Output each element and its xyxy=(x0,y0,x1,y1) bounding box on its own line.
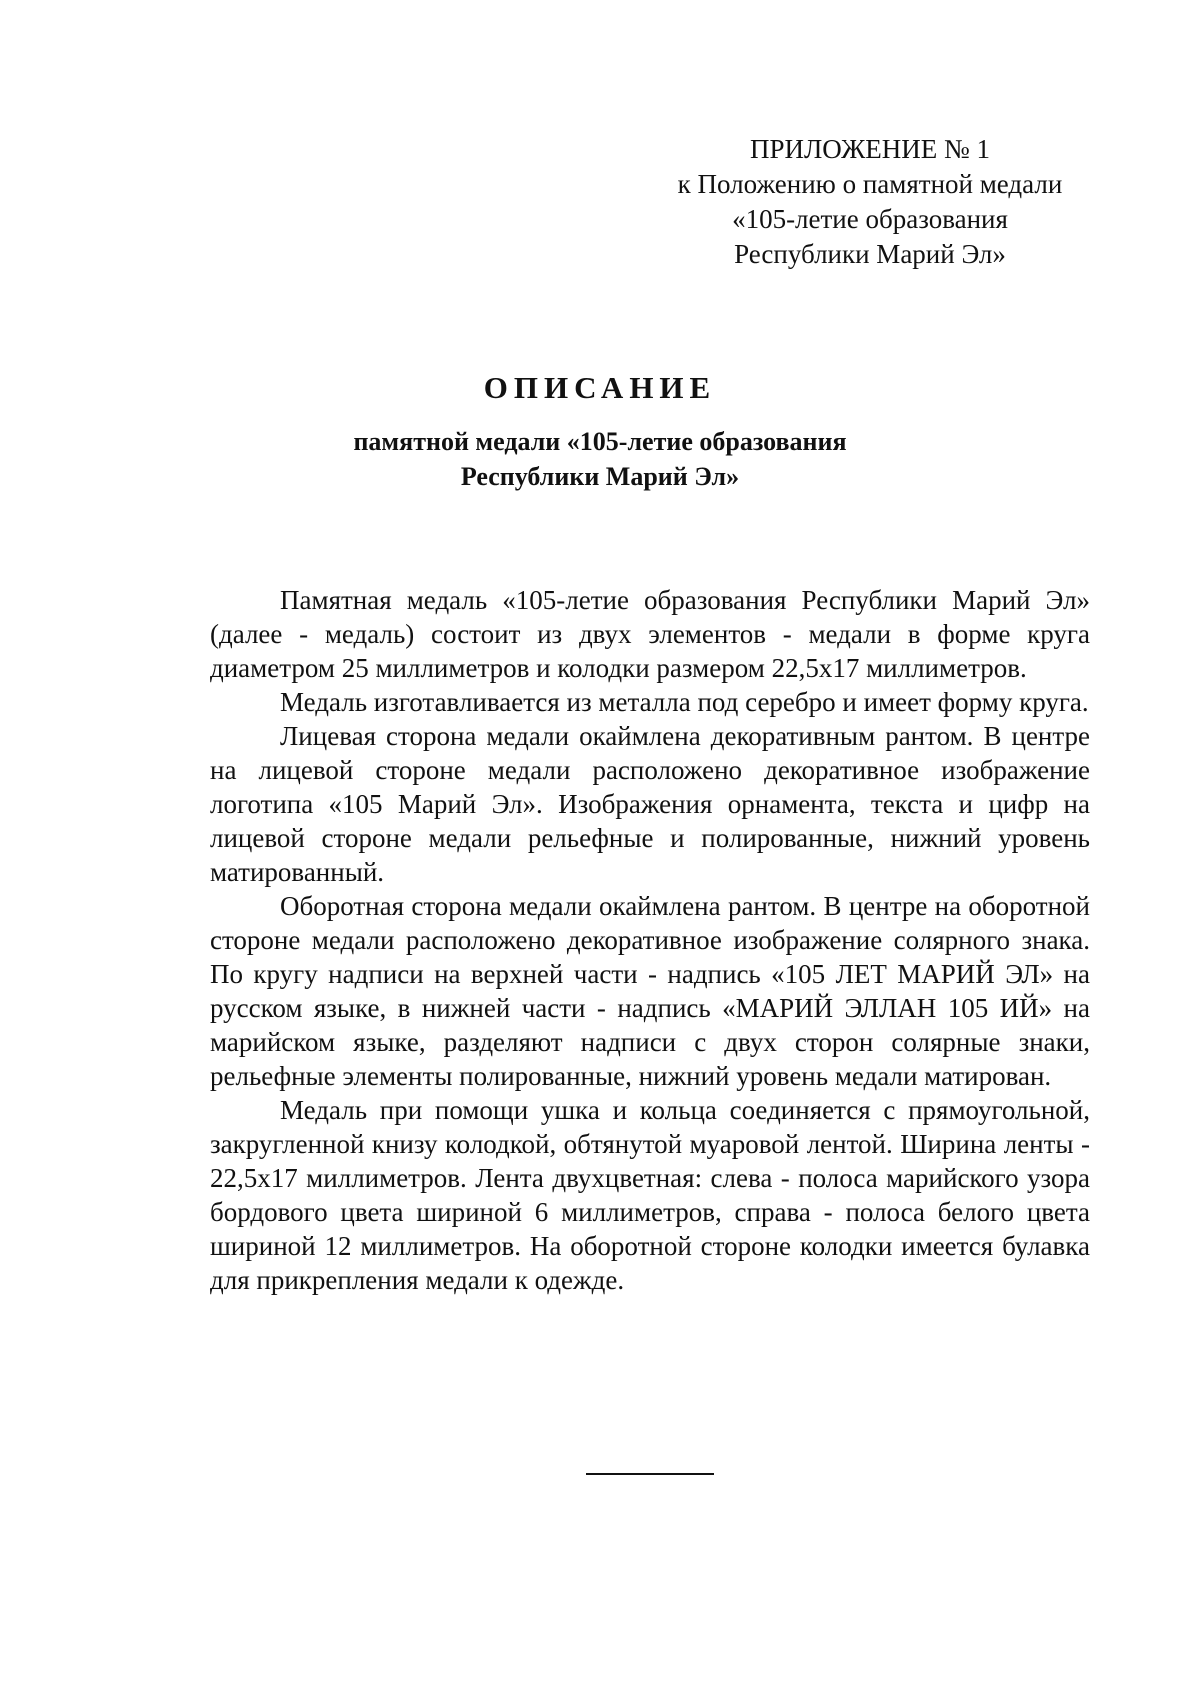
paragraph-medal-composition: Памятная медаль «105-летие образования Республики Марий Эл» (далее - медаль) состоит из двух элементов - медали в форме круга диаметром 25 миллиметров и колодки размером 22,5x17 миллиметров. xyxy=(210,585,1090,683)
appendix-header xyxy=(640,132,1100,272)
subtitle-line-1: памятной медали «105-летие образования xyxy=(353,427,847,456)
appendix-reference: к Положению о памятной медали xyxy=(677,169,1063,199)
paragraph-medal-material: Медаль изготавливается из металла под серебро и имеет форму круга. xyxy=(280,687,1089,717)
end-separator-line xyxy=(586,1473,714,1475)
document-title: ОПИСАНИЕ xyxy=(483,370,717,405)
document-body xyxy=(210,583,1090,1297)
appendix-medal-name-1: «105-летие образования xyxy=(732,204,1008,234)
paragraph-obverse: Лицевая сторона медали окаймлена декоративным рантом. В центре на лицевой стороне медали расположено декоративное изображение логотипа «105 Марий Эл». Изображения орнамента, текста и цифр на лицевой стороне медали рельефные и полированные, нижний уровень матированный. xyxy=(210,721,1090,887)
paragraph-reverse: Оборотная сторона медали окаймлена рантом. В центре на оборотной стороне медали расположено декоративное изображение солярного знака. По кругу надписи на верхней части - надпись «105 ЛЕТ МАРИЙ ЭЛ» на русском языке, в нижней части - надпись «МАРИЙ ЭЛЛАН 105 ИЙ» на марийском языке, разделяют надписи с двух сторон солярные знаки, рельефные элементы полированные, нижний уровень медали матирован. xyxy=(210,891,1090,1091)
appendix-medal-name-2: Республики Марий Эл» xyxy=(734,239,1006,269)
appendix-number: ПРИЛОЖЕНИЕ № 1 xyxy=(749,134,991,164)
paragraph-ribbon-block: Медаль при помощи ушка и кольца соединяется с прямоугольной, закругленной книзу колодкой, обтянутой муаровой лентой. Ширина ленты - 22,5x17 миллиметров. Лента двухцветная: слева - полоса марийского узора бордового цвета шириной 6 миллиметров, справа - полоса белого цвета шириной 12 миллиметров. На оборотной стороне колодки имеется булавка для прикрепления медали к одежде. xyxy=(210,1095,1090,1295)
document-subtitle xyxy=(0,424,1200,494)
subtitle-line-2: Республики Марий Эл» xyxy=(460,462,740,491)
